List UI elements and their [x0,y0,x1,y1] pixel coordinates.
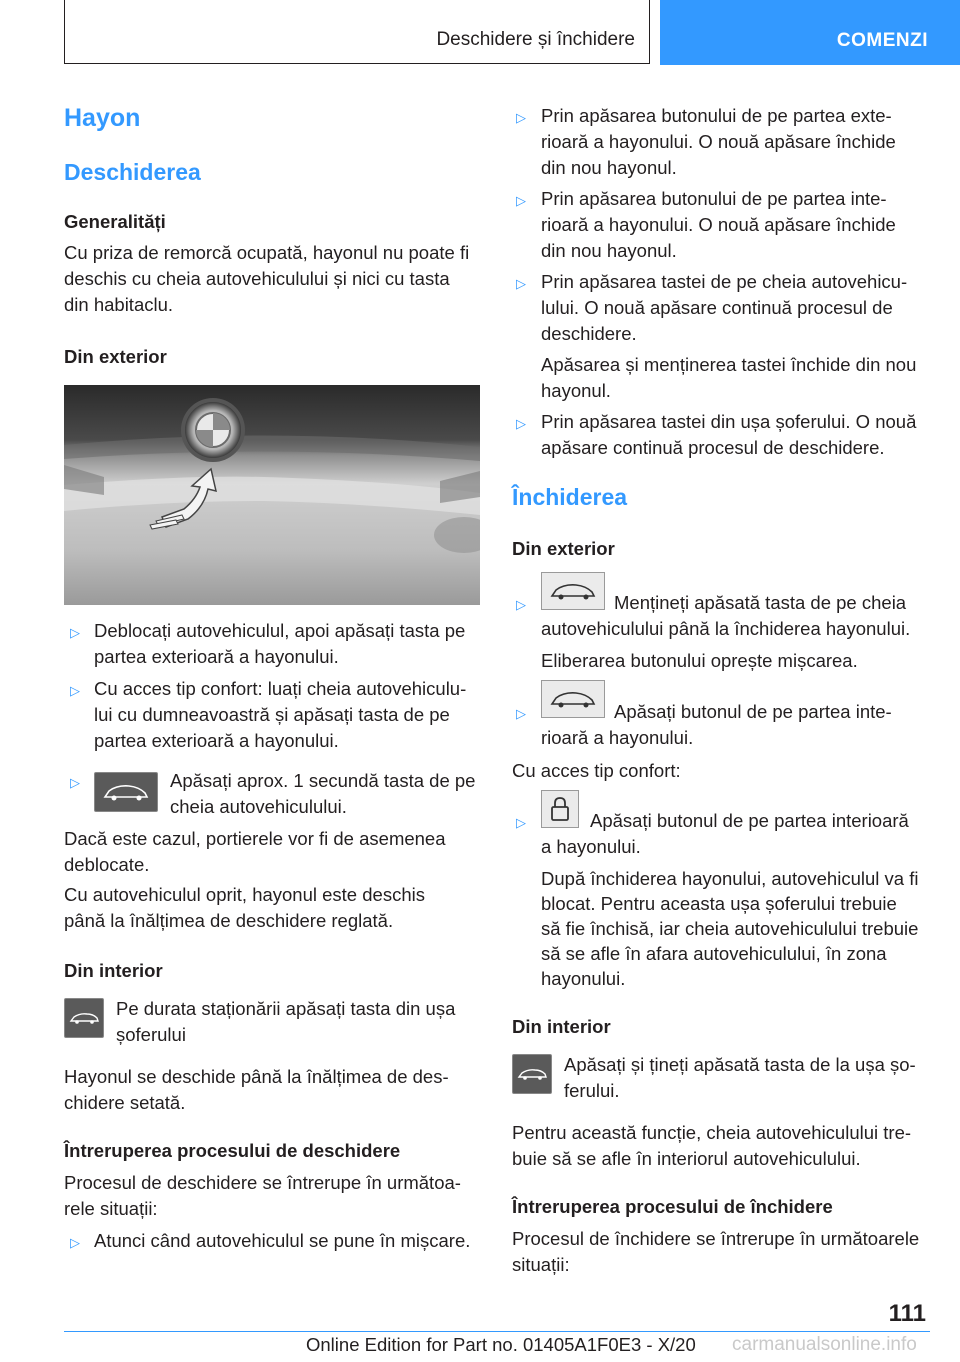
bullet-line: Deblocați autovehiculul, apoi apăsați tasta pe [94,620,466,641]
bullet-line: Atunci când autovehiculul se pune în mișcare. [94,1230,471,1251]
paragraph-line: Dacă este cazul, portierele vor fi de asemenea [64,828,446,849]
paragraph-line: rele situații: [64,1198,158,1219]
bullet-line: să fie închisă, iar cheia autovehiculului trebuie [541,918,919,939]
subheading-intrerupere-inchidere: Întreruperea procesului de închidere [512,1196,833,1217]
bullet-line: Prin apăsarea tastei de pe cheia autovehicu‐ [541,271,908,292]
bullet-line: șoferului [116,1024,186,1045]
bullet-line: rioară a hayonului. O nouă apăsare închide [541,214,896,235]
paragraph-line: situații: [512,1254,570,1275]
section-label: COMENZI [836,30,928,51]
bullet-line: rioară a hayonului. [541,727,694,748]
page-number: 111 [888,1300,926,1327]
bullet-line: din nou hayonul. [541,157,677,178]
bullet-line: Prin apăsarea butonului de pe partea inte‐ [541,188,887,209]
subheading-din-exterior: Din exterior [64,346,167,367]
bullet-line: hayonul. [541,380,611,401]
edition-note: Online Edition for Part no. 01405A1F0E3 - X/20 [306,1334,696,1355]
footer-divider [64,1331,930,1332]
bullet-line: Cu acces tip confort: luați cheia autovehiculu‐ [94,678,467,699]
bullet-line: să se afle în afara autovehiculului, în zona [541,943,887,964]
chapter-tab [64,0,650,64]
bullet-marker: ▷ [70,775,80,790]
subheading-generalitati: Generalități [64,211,166,232]
bullet-line: cheia autovehiculului. [170,796,347,817]
heading-inchiderea: Închiderea [512,484,628,510]
page-header [0,0,960,66]
subheading-din-exterior: Din exterior [512,538,615,559]
bullet-marker: ▷ [516,416,526,431]
bullet-line: Pe durata staționării apăsați tasta din ușa [116,998,456,1019]
car-key-tailgate-icon [94,772,158,812]
tailgate-button-icon [541,680,605,718]
paragraph-line: Procesul de închidere se întrerupe în următoarele [512,1228,920,1249]
bullet-line: blocat. Pentru aceasta ușa șoferului trebuie [541,893,897,914]
watermark: carmanualsonline.info [732,1334,917,1355]
paragraph-line: Cu priza de remorcă ocupată, hayonul nu poate fi [64,242,470,263]
bullet-line: Prin apăsarea butonului de pe partea exte‐ [541,105,892,126]
bullet-line: Eliberarea butonului oprește mișcarea. [541,650,858,671]
bullet-line: hayonului. [541,968,626,989]
bullet-line: partea exterioară a hayonului. [94,730,339,751]
bullet-line: Prin apăsarea tastei din ușa șoferului. O nouă [541,411,917,432]
bullet-marker: ▷ [516,110,526,125]
paragraph-line: din habitaclu. [64,294,174,315]
bullet-line: Apăsați și țineți apăsată tasta de la ușa șo‐ [564,1054,916,1075]
paragraph-line: Hayonul se deschide până la înălțimea de des‐ [64,1066,449,1087]
bullet-marker: ▷ [516,815,526,830]
bullet-marker: ▷ [70,1235,80,1250]
bullet-line: ferului. [564,1080,620,1101]
bullet-line: din nou hayonul. [541,240,677,261]
bullet-line: a hayonului. [541,836,641,857]
heading-hayon: Hayon [64,104,141,132]
door-tailgate-button-icon [512,1054,552,1094]
paragraph-line: Procesul de deschidere se întrerupe în următoa‐ [64,1172,461,1193]
bullet-marker: ▷ [70,625,80,640]
lock-icon [541,790,579,828]
paragraph-line: deblocate. [64,854,150,875]
bullet-line: apăsare continuă procesul de deschidere. [541,437,885,458]
chapter-title: Deschidere și închidere [436,29,635,50]
paragraph-line: Cu acces tip confort: [512,760,681,781]
bullet-line: Mențineți apăsată tasta de pe cheia [614,592,907,613]
bullet-marker: ▷ [516,276,526,291]
section-tab [660,0,960,65]
subheading-intrerupere-deschidere: Întreruperea procesului de deschidere [64,1140,401,1161]
paragraph-line: chidere setată. [64,1092,186,1113]
bullet-line: partea exterioară a hayonului. [94,646,339,667]
bullet-line: deschidere. [541,323,637,344]
bullet-marker: ▷ [516,193,526,208]
bullet-marker: ▷ [516,706,526,721]
paragraph-line: Pentru această funcție, cheia autovehiculului tre‐ [512,1122,912,1143]
tailgate-photo [64,385,480,605]
paragraph-line: Cu autovehiculul oprit, hayonul este deschis [64,884,425,905]
car-key-tailgate-icon [541,572,605,610]
bullet-line: Apăsați aprox. 1 secundă tasta de pe [170,770,476,791]
bullet-marker: ▷ [516,597,526,612]
heading-deschiderea: Deschiderea [64,159,201,185]
bullet-line: autovehiculului până la închiderea hayonului. [541,618,911,639]
bullet-marker: ▷ [70,683,80,698]
bullet-line: După închiderea hayonului, autovehiculul va fi [541,868,919,889]
bullet-line: rioară a hayonului. O nouă apăsare închide [541,131,896,152]
bullet-line: Apăsarea și menținerea tastei închide din nou [541,354,917,375]
bullet-line: lului. O nouă apăsare continuă procesul de [541,297,893,318]
paragraph-line: deschis cu cheia autovehiculului și nici cu tasta [64,268,450,289]
bullet-line: lui cu dumneavoastră și apăsați tasta de pe [94,704,450,725]
door-tailgate-button-icon [64,998,104,1038]
paragraph-line: până la înălțimea de deschidere reglată. [64,910,394,931]
subheading-din-interior: Din interior [64,960,163,981]
bullet-line: Apăsați butonul de pe partea inte‐ [614,701,892,722]
paragraph-line: buie să se afle în interiorul autovehiculului. [512,1148,861,1169]
subheading-din-interior: Din interior [512,1016,611,1037]
bullet-line: Apăsați butonul de pe partea interioară [590,810,909,831]
